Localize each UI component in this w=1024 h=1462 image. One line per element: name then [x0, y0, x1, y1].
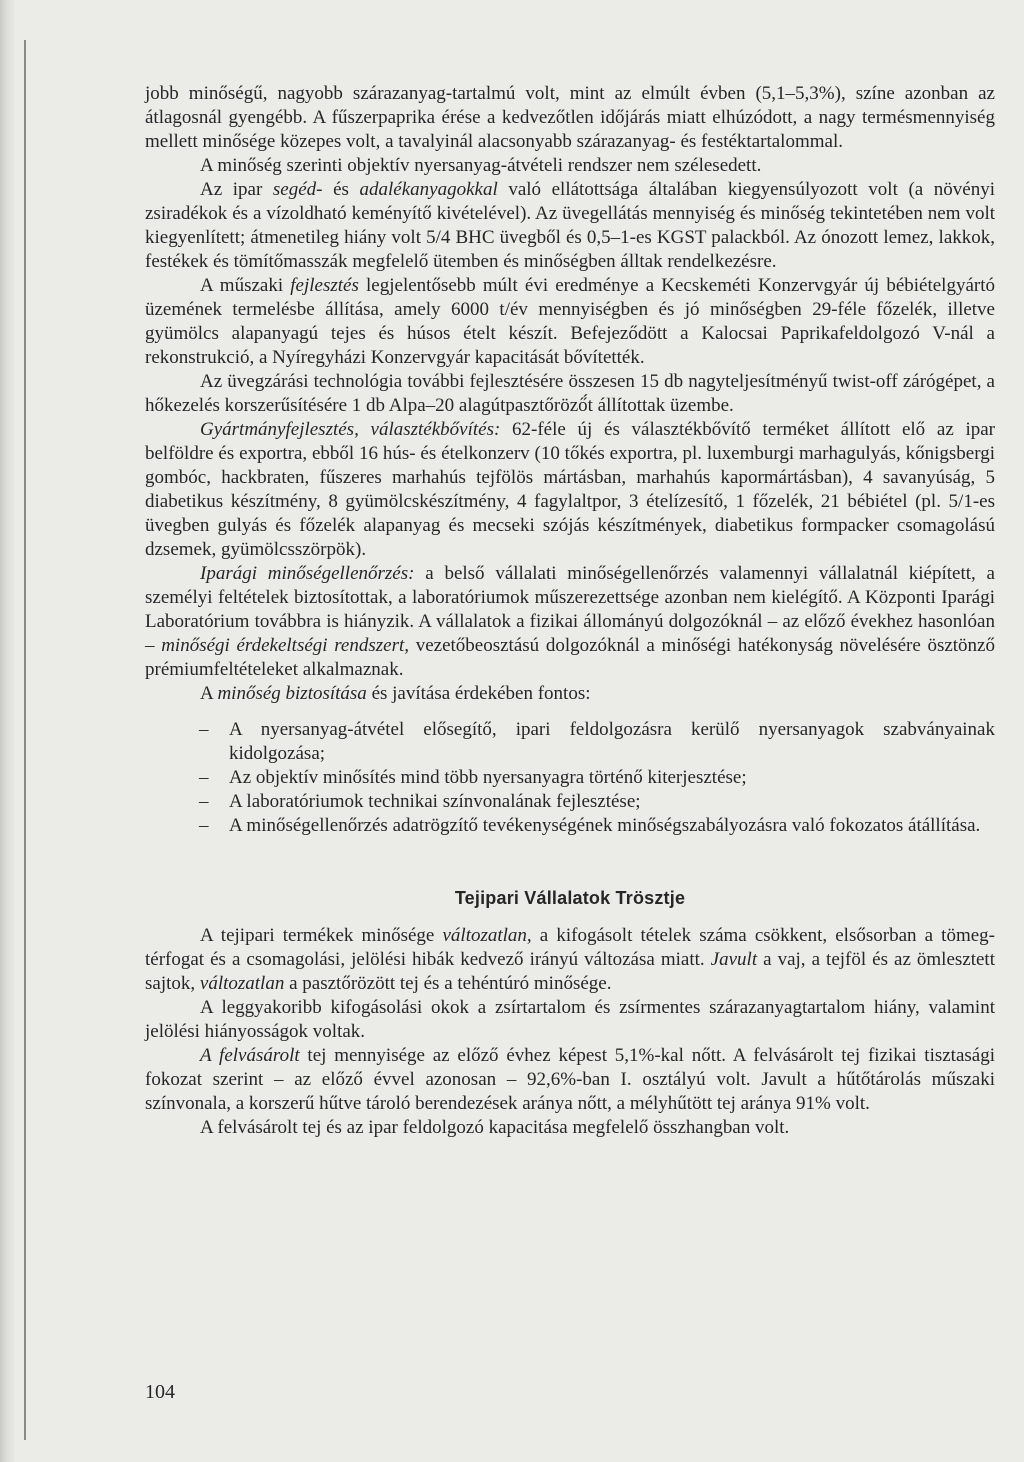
scan-binding-line — [24, 40, 26, 1440]
paragraph — [145, 1116, 995, 1140]
text-run: jobb minőségű, nagyobb szárazanyag-tartalmú volt, mint az elmúlt évben (5,1–5,3%), színe azonban az átlagosnál gyengébb. A fűszerpaprika érése a kedvezőtlen időjárás miatt elhúzódott, a nagy termésmennyiség mellett minősége közepes volt, a tavalyinál alacsonyabb szárazanyag- és festéktartalommal. — [145, 83, 995, 152]
paragraph — [145, 924, 995, 996]
italic-text: adalékanyagokkal — [359, 179, 498, 200]
list-item — [145, 814, 995, 838]
paragraph — [145, 154, 995, 178]
list-dash: – — [199, 719, 209, 740]
page-number: 104 — [145, 1381, 175, 1403]
text-run: A műszaki — [200, 275, 291, 296]
text-run: Az ipar — [200, 179, 273, 200]
italic-text: Gyártmányfejlesztés, választékbővítés: — [200, 419, 501, 440]
top-paragraphs — [145, 82, 995, 706]
text-run: a vaj, a tejföl és az ömlesztett sajtok, — [145, 949, 995, 994]
text-run: vezetőbeosztású dolgozóknál a minőségi hatékonyság növelésére ösztönző prémiumfeltételeket alkalmaznak. — [145, 635, 995, 680]
italic-text: változatlan, — [442, 925, 532, 946]
text-run: a belső vállalati minőségellenőrzés valamennyi vállalatnál kiépített, a személyi feltételek biztosítottak, a laboratóriumok műszerezettsége azonban nem kielégítő. A Központi Iparági Laboratórium továbbra is hiányzik. A vállalatok a fizikai állományú dolgozóknál – az előző évekhez hasonlóan – — [145, 563, 995, 656]
italic-text: fejlesztés — [290, 275, 359, 296]
document-page — [145, 82, 995, 1140]
list-item — [145, 790, 995, 814]
italic-text: minőségi érdekeltségi rendszert, — [161, 635, 410, 656]
list-item-text: A laboratóriumok technikai színvonalának fejlesztése; — [229, 791, 641, 812]
italic-text: Iparági minőségellenőrzés: — [200, 563, 415, 584]
italic-text: A felvásárolt — [200, 1045, 300, 1066]
list-item — [145, 766, 995, 790]
text-run: 62-féle új és választékbővítő terméket állított elő az ipar belföldre és exportra, ebből 16 hús- és ételkonzerv (10 tőkés exportra, pl. luxemburgi marhagulyás, kőnigsbergi gombóc, hackbraten, fűszeres marhahús tejfölös mártásban, marhahús kapormártásban), 4 savanyúság, 5 diabetikus készítmény, 8 gyümölcskészítmény, 4 fagylaltpor, 3 ételízesítő, 1 főzelék, 21 bébiétel (pl. 5/1-es üvegben gulyás és főzelék alapanyag és mecseki szójás készítmények, diabetikus formpacker csomagolású dzsemek, gyümölcsszörpök). — [145, 419, 995, 560]
text-run: legjelentősebb múlt évi eredménye a Kecskeméti Konzervgyár új bébiételgyártó üzemének termelésbe állítása, amely 6000 t/év mennyiségben és jó minőségben 29-féle főzelék, illetve gyümölcs alapanyagú tejes és húsos ételt készít. Befejeződött a Kalocsai Paprikafeldolgozó V-nál a rekonstrukció, a Nyíregyházi Konzervgyár kapacitását bővítették. — [145, 275, 996, 368]
list-item-text: A nyersanyag-átvétel elősegítő, ipari feldolgozásra kerülő nyersanyagok szabványainak kidolgozása; — [229, 719, 995, 764]
italic-text: Javult — [710, 949, 758, 970]
text-run: tej mennyisége az előző évhez képest 5,1%-kal nőtt. A felvásárolt tej fizikai tisztasági fokozat szerint – az előző évvel azonosan – 92,6%-ban I. osztályú volt. Javult a hűtőtárolás műszaki színvonala, a korszerű hűtve tároló berendezések aránya nőtt, a mélyhűtött tej aránya 91% volt. — [145, 1045, 996, 1114]
text-run: a kifogásolt tételek száma csökkent, elsősorban a tömeg-térfogat és a csomagolási, jelölési hibák kedvező irányú változása miatt. — [145, 925, 995, 970]
list-dash: – — [199, 791, 209, 812]
text-run: A felvásárolt tej és az ipar feldolgozó kapacitása megfelelő összhangban volt. — [200, 1117, 790, 1138]
text-run: és — [322, 179, 360, 200]
paragraph — [145, 274, 995, 370]
text-run: és javítása érdekében fontos: — [366, 683, 591, 704]
paragraph — [145, 1044, 995, 1116]
paragraph — [145, 82, 995, 154]
paragraph — [145, 418, 995, 562]
paragraph — [145, 370, 995, 418]
italic-text: minőség biztosítása — [217, 683, 367, 704]
paragraph — [145, 562, 995, 682]
list-item-text: A minőségellenőrzés adatrögzítő tevékenységének minőségszabályozásra való fokozatos átállítása. — [229, 815, 981, 836]
paragraph — [145, 682, 995, 706]
bottom-paragraphs — [145, 924, 995, 1140]
requirements-list — [145, 718, 995, 838]
italic-text: változatlan — [199, 973, 285, 994]
text-run: A — [200, 683, 218, 704]
list-dash: – — [199, 815, 209, 836]
text-run: való ellátottsága általában kiegyensúlyozott volt (a növényi zsiradékok és a vízoldható keményítő kivételével). Az üvegellátás mennyiség és minőség tekintetében nem volt kiegyenlített; átmenetileg hiány volt 5/4 BHC üvegből és 0,5–1-es KGST palackból. Az ónozott lemez, lakkok, festékek és tömítőmasszák megfelelő ütemben és minőségben álltak rendelkezésre. — [145, 179, 996, 272]
section-heading: Tejipari Vállalatok Trösztje — [454, 888, 686, 908]
text-run: Az üvegzárási technológia további fejlesztésére összesen 15 db nagyteljesítményű twist-off zárógépet, a hőkezelés korszerűsítésére 1 db Alpa–20 alagútpasztőröző́t állítottak üzembe. — [145, 371, 995, 416]
text-run: A tejipari termékek minősége — [200, 925, 443, 946]
list-item-text: Az objektív minősítés mind több nyersanyagra történő kiterjesztése; — [229, 767, 747, 788]
scan-edge-shadow — [0, 0, 14, 1462]
text-run: A minőség szerinti objektív nyersanyag-átvételi rendszer nem szélesedett. — [200, 155, 762, 176]
text-run: A leggyakoribb kifogásolási okok a zsírtartalom és zsírmentes szárazanyagtartalom hiány, valamint jelölési hiányosságok voltak. — [145, 997, 995, 1042]
italic-text: segéd- — [272, 179, 323, 200]
text-run: a pasztőrözött tej és a tehéntúró minősége. — [284, 973, 612, 994]
list-dash: – — [199, 767, 209, 788]
paragraph — [145, 996, 995, 1044]
list-item — [145, 718, 995, 766]
paragraph — [145, 178, 995, 274]
